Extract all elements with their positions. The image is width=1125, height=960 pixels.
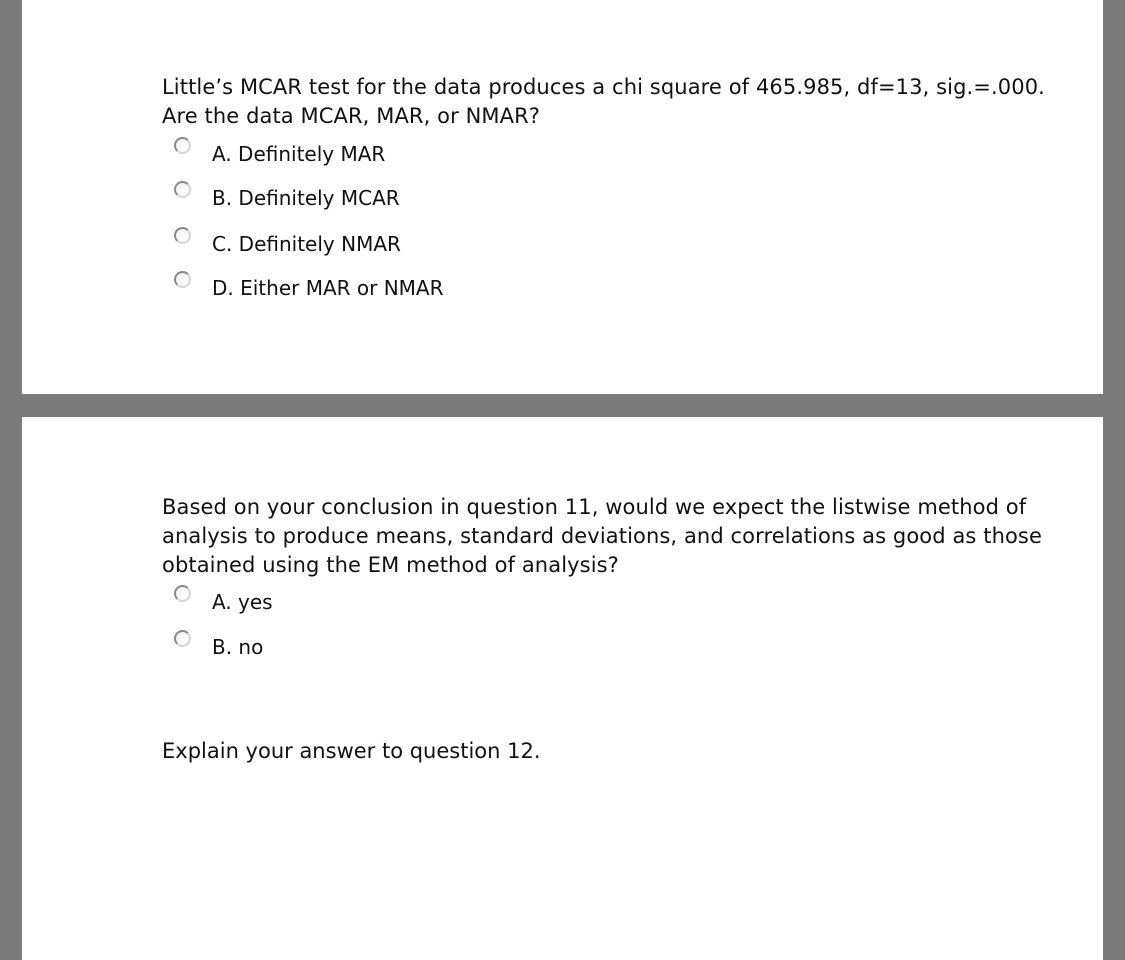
option-label: D. Either MAR or NMAR — [212, 276, 444, 300]
radio-button-icon[interactable] — [174, 630, 191, 647]
radio-button-icon[interactable] — [174, 227, 191, 244]
radio-button-icon[interactable] — [174, 271, 191, 288]
radio-button-icon[interactable] — [174, 585, 191, 602]
question-13-text: Explain your answer to question 12. — [162, 739, 541, 763]
document-page-2 — [22, 417, 1103, 960]
radio-button-icon[interactable] — [174, 181, 191, 198]
option-label: A. yes — [212, 590, 273, 614]
question-12-text: Based on your conclusion in question 11, would we expect the listwise method of analysis to produce means, standard deviations, and correlations as good as those obtained using the EM method of analysis? — [162, 495, 1042, 577]
document-page-1 — [22, 0, 1103, 394]
option-label: C. Definitely NMAR — [212, 232, 401, 256]
option-label: B. Definitely MCAR — [212, 186, 400, 210]
option-label: A. Definitely MAR — [212, 142, 386, 166]
question-11-text: Little’s MCAR test for the data produces a chi square of 465.985, df=13, sig.=.000. Are the data MCAR, MAR, or NMAR? — [162, 75, 1045, 128]
radio-button-icon[interactable] — [174, 137, 191, 154]
option-label: B. no — [212, 635, 264, 659]
